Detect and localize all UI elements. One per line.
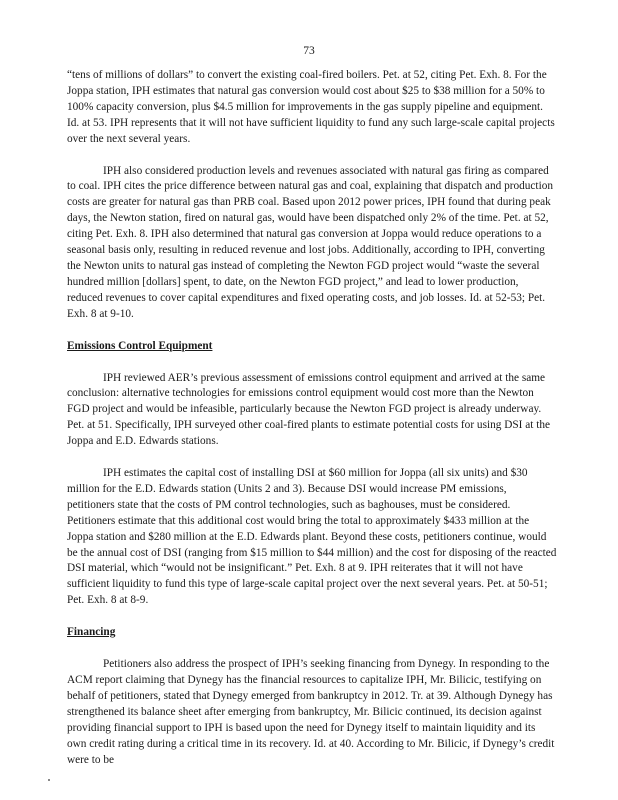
scan-mark [48,779,50,781]
page-number: 73 [303,45,315,57]
heading-emissions-control: Emissions Control Equipment [67,339,213,352]
paragraph-aer-review: IPH reviewed AER’s previous assessment of emissions control equipment and arrived at the same conclusion: alternative technologies for emissions control equipment would cost more than the Newton FGD project and would be infeasible, particularly because the Newton FGD project is already underway. Pet. at 51. Specifically, IPH surveyed other coal-fired plants to estimate potential costs for using DSI at the Joppa and E.D. Edwards stations. [67,371,551,448]
paragraph-gas-conversion-cost: “tens of millions of dollars” to convert the existing coal-fired boilers. Pet. at 52, citing Pet. Exh. 8. For the Joppa station, IPH estimates that natural gas conversion would cost about $25 to $38 million for a 50% to 100% capacity conversion, plus $4.5 million for improvements in the gas supply pipeline and equipment. Id. at 53. IPH represents that it will not have sufficient liquidity to fund any such large-scale capital projects over the next several years. [67,69,555,145]
paragraph-dsi-costs: IPH estimates the capital cost of installing DSI at $60 million for Joppa (all six units) and $30 million for the E.D. Edwards station (Units 2 and 3). Because DSI would increase PM emissions, petitioners state that the costs of PM control technologies, such as baghouses, must be considered. Petitioners estimate that this additional cost would bring the total to approximately $433 million at the Joppa station and $280 million at the E.D. Edwards plant. Beyond these costs, petitioners continue, would be the annual cost of DSI (ranging from $15 million to $44 million) and the cost for disposing of the reacted DSI material, which “would not be insignificant.” Pet. Exh. 8 at 9. IPH reiterates that it will not have sufficient liquidity to fund this type of large-scale capital project over the next several years. Pet. at 50-51; Pet. Exh. 8 at 8-9. [67,467,557,607]
paragraph-dynegy-financing: Petitioners also address the prospect of IPH’s seeking financing from Dynegy. In responding to the ACM report claiming that Dynegy has the financial resources to capitalize IPH, Mr. Bilicic, testifying on behalf of petitioners, stated that Dynegy emerged from bankruptcy in 2012. Tr. at 39. Although Dynegy has strengthened its balance sheet after emerging from bankruptcy, Mr. Bilicic continued, its decision against providing financial support to IPH is based upon the need for Dynegy itself to maintain liquidity and its own credit rating during a critical time in its recovery. Id. at 40. According to Mr. Bilicic, if Dynegy’s credit were to be [67,658,555,766]
paragraph-production-levels: IPH also considered production levels and revenues associated with natural gas firing as compared to coal. IPH cites the price difference between natural gas and coal, explaining that dispatch and production costs are greater for natural gas than PRB coal. Based upon 2012 power prices, IPH found that during peak days, the Newton station, fired on natural gas, would have been dispatched only 2% of the time. Pet. at 52, citing Pet. Exh. 8. IPH also determined that natural gas conversion at Joppa would reduce operations to a seasonal basis only, resulting in reduced revenue and lost jobs. Additionally, according to IPH, converting the Newton units to natural gas instead of completing the Newton FGD project would “waste the several hundred million [dollars] spent, to date, on the Newton FGD project,” and lead to lower production, reduced revenues to cover capital expenditures and fixed operating costs, and job losses. Id. at 52-53; Pet. Exh. 8 at 9-10. [67,164,554,320]
page-body [67,68,557,784]
heading-financing: Financing [67,626,116,639]
